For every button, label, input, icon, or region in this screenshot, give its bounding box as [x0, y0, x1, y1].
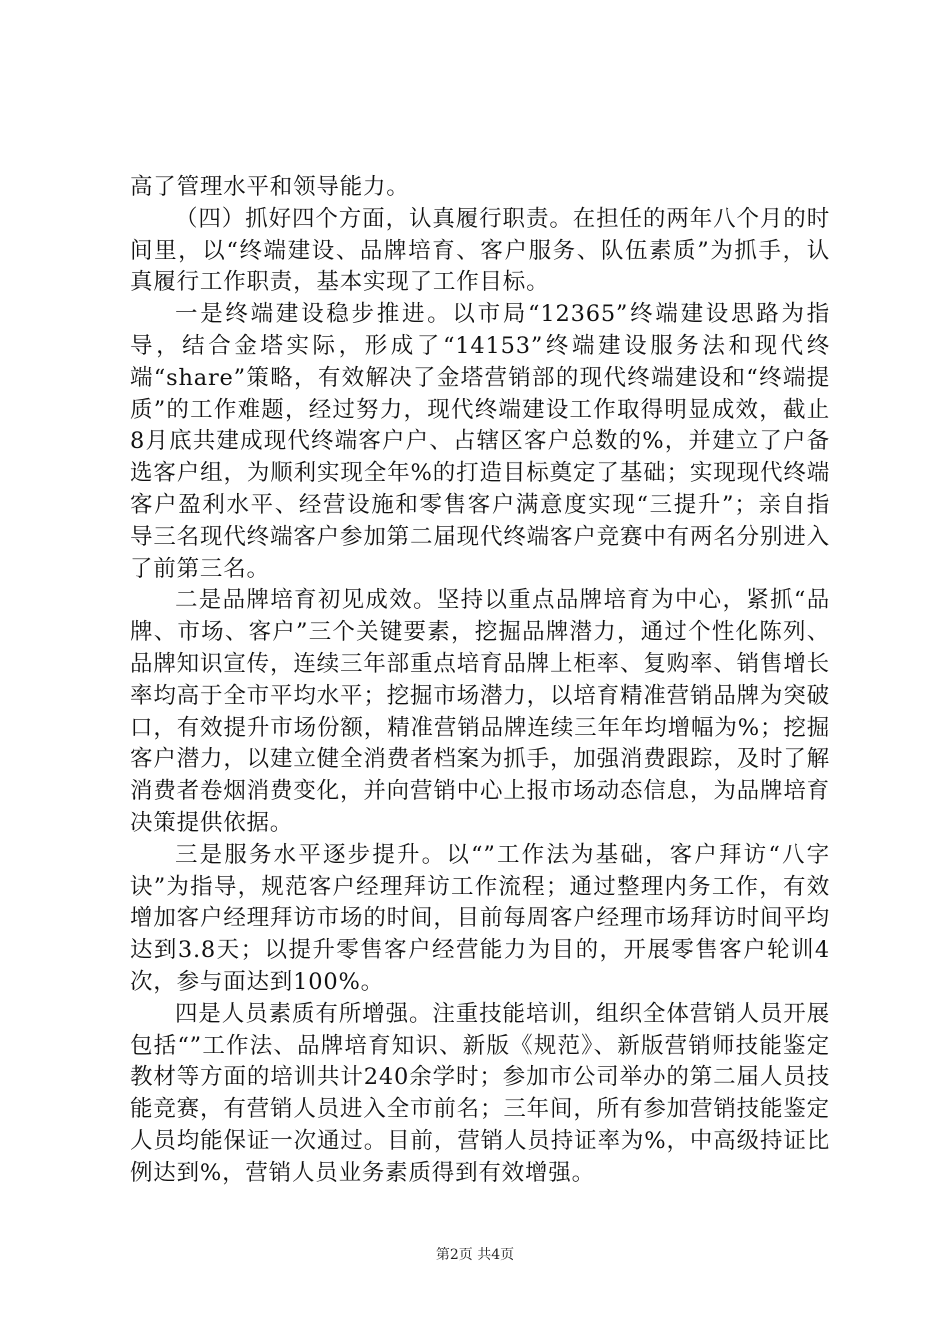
document-body	[130, 172, 830, 1190]
paragraph-brand-cultivation: 二是品牌培育初见成效。坚持以重点品牌培育为中心，紧抓“品牌、市场、客户”三个关键要素，挖掘品牌潜力，通过个性化陈列、品牌知识宣传，连续三年部重点培育品牌上柜率、复购率、销售增长率均高于全市平均水平；挖掘市场潜力，以培育精准营销品牌为突破口，有效提升市场份额，精准营销品牌连续三年年均增幅为%；挖掘客户潜力，以建立健全消费者档案为抓手，加强消费跟踪，及时了解消费者卷烟消费变化，并向营销中心上报市场动态信息，为品牌培育决策提供依据。	[130, 587, 830, 836]
paragraph-continuation: 高了管理水平和领导能力。	[130, 174, 410, 200]
paragraph-service-level: 三是服务水平逐步提升。以“”工作法为基础，客户拜访“八字诀”为指导，规范客户经理拜访工作流程；通过整理内务工作，有效增加客户经理拜访市场的时间，目前每周客户经理市场拜访时间平均达到3.8天；以提升零售客户经营能力为目的，开展零售客户轮训4次，参与面达到100%。	[130, 841, 830, 995]
paragraph-staff-quality: 四是人员素质有所增强。注重技能培训，组织全体营销人员开展包括“”工作法、品牌培育知识、新版《规范》、新版营销师技能鉴定教材等方面的培训共计240余学时；参加市公司举办的第二届人员技能竞赛，有营销人员进入全市前名；三年间，所有参加营销技能鉴定人员均能保证一次通过。目前，营销人员持证率为%，中高级持证比例达到%，营销人员业务素质得到有效增强。	[130, 1000, 830, 1186]
paragraph-section-four: （四）抓好四个方面，认真履行职责。在担任的两年八个月的时间里，以“终端建设、品牌培育、客户服务、队伍素质”为抓手，认真履行工作职责，基本实现了工作目标。	[130, 205, 830, 296]
paragraph-terminal-construction: 一是终端建设稳步推进。以市局“12365”终端建设思路为指导，结合金塔实际，形成了“14153”终端建设服务法和现代终端“share”策略，有效解决了金塔营销部的现代终端建设和“终端提质”的工作难题，经过努力，现代终端建设工作取得明显成效，截止8月底共建成现代终端客户户、占辖区客户总数的%，并建立了户备选客户组，为顺利实现全年%的打造目标奠定了基础；实现现代终端客户盈利水平、经营设施和零售客户满意度实现“三提升”；亲自指导三名现代终端客户参加第二届现代终端客户竞赛中有两名分别进入了前第三名。	[130, 301, 830, 582]
page-number-footer: 第2页 共4页	[435, 1247, 515, 1263]
